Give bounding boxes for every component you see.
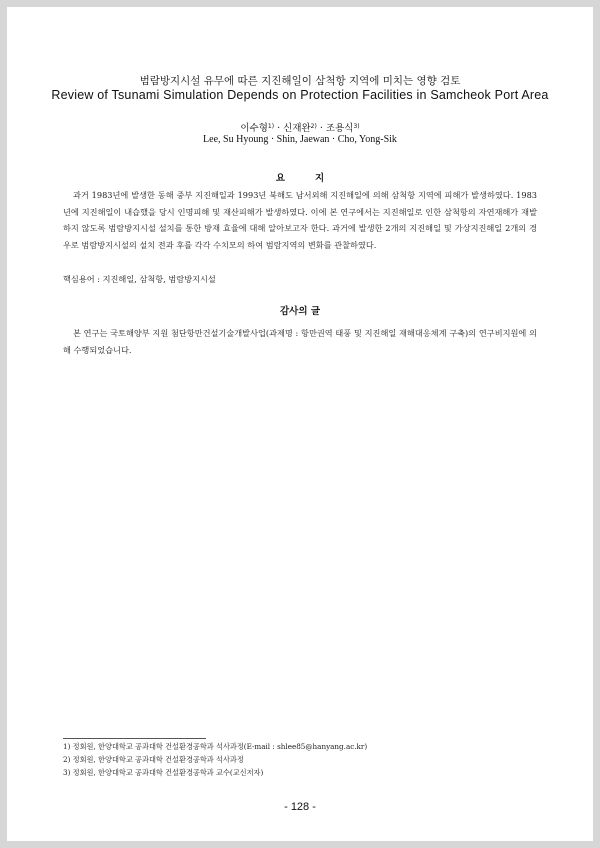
author-separator: · <box>316 123 326 134</box>
abstract-paragraph: 과거 1983년에 발생한 동해 중부 지진해일과 1993년 북해도 남서외해 지진해일에 의해 삼척항 지역에 피해가 발생하였다. 1983년에 지진해일이 내습했을 당시 인명피해 및 재산피해가 발생하였다. 이에 본 연구에서는 지진해일로 인한 삼척항의 자연재해가 재발하지 않도록 범람방지시설 설치를 통한 방재 효율에 대해 알아보고자 한다. 과거에 발생한 2개의 지진해일 및 가상지진해일 2개의 경우로 범람방지시설의 설치 전과 후를 각각 수치모의 하여 범람지역의 변화를 관찰하였다. <box>63 190 537 251</box>
footnote-divider <box>63 738 206 739</box>
author-footnote-mark: 3) <box>353 123 360 130</box>
author-footnote-mark: 1) <box>267 123 275 130</box>
authors-english: Lee, Su Hyoung · Shin, Jaewan · Cho, Yong-Sik <box>203 134 397 145</box>
author-separator: · <box>274 123 284 134</box>
author-name: 이수형 <box>240 123 268 134</box>
footnotes <box>63 740 537 780</box>
keywords <box>63 271 537 288</box>
acknowledgement-heading: 감사의 글 <box>279 306 320 317</box>
footnote-3: 3) 정회원, 한양대학교 공과대학 건설환경공학과 교수(교신저자) <box>63 768 264 778</box>
abstract-body <box>63 187 537 254</box>
title-english: Review of Tsunami Simulation Depends on Protection Facilities in Samcheok Port Area <box>51 88 549 102</box>
acknowledgement-body <box>63 325 537 358</box>
author-footnote-mark: 2) <box>310 123 317 130</box>
title-korean: 범람방지시설 유무에 따른 지진해일이 삼척항 지역에 미치는 영향 검토 <box>139 75 461 87</box>
document-page <box>7 7 593 841</box>
footnote-2: 2) 정회원, 한양대학교 공과대학 건설환경공학과 석사과정 <box>63 755 244 765</box>
acknowledgement-paragraph: 본 연구는 국토해양부 지원 첨단항만건설기술개발사업(과제명 : 항만권역 태풍 및 지진해일 재해대응체계 구축)의 연구비지원에 의해 수행되었습니다. <box>63 328 537 355</box>
abstract-heading: 요지 <box>275 173 355 184</box>
keywords-line: 핵심용어 : 지진해일, 삼척항, 범람방지시설 <box>63 274 216 284</box>
footnote-1: 1) 정회원, 한양대학교 공과대학 건설환경공학과 석사과정(E-mail : shlee85@hanyang.ac.kr) <box>63 742 368 751</box>
page-number: - 128 - <box>284 801 316 813</box>
author-name: 신재완 <box>283 123 311 134</box>
author-name: 조용식 <box>325 123 354 134</box>
authors-korean <box>7 120 593 134</box>
